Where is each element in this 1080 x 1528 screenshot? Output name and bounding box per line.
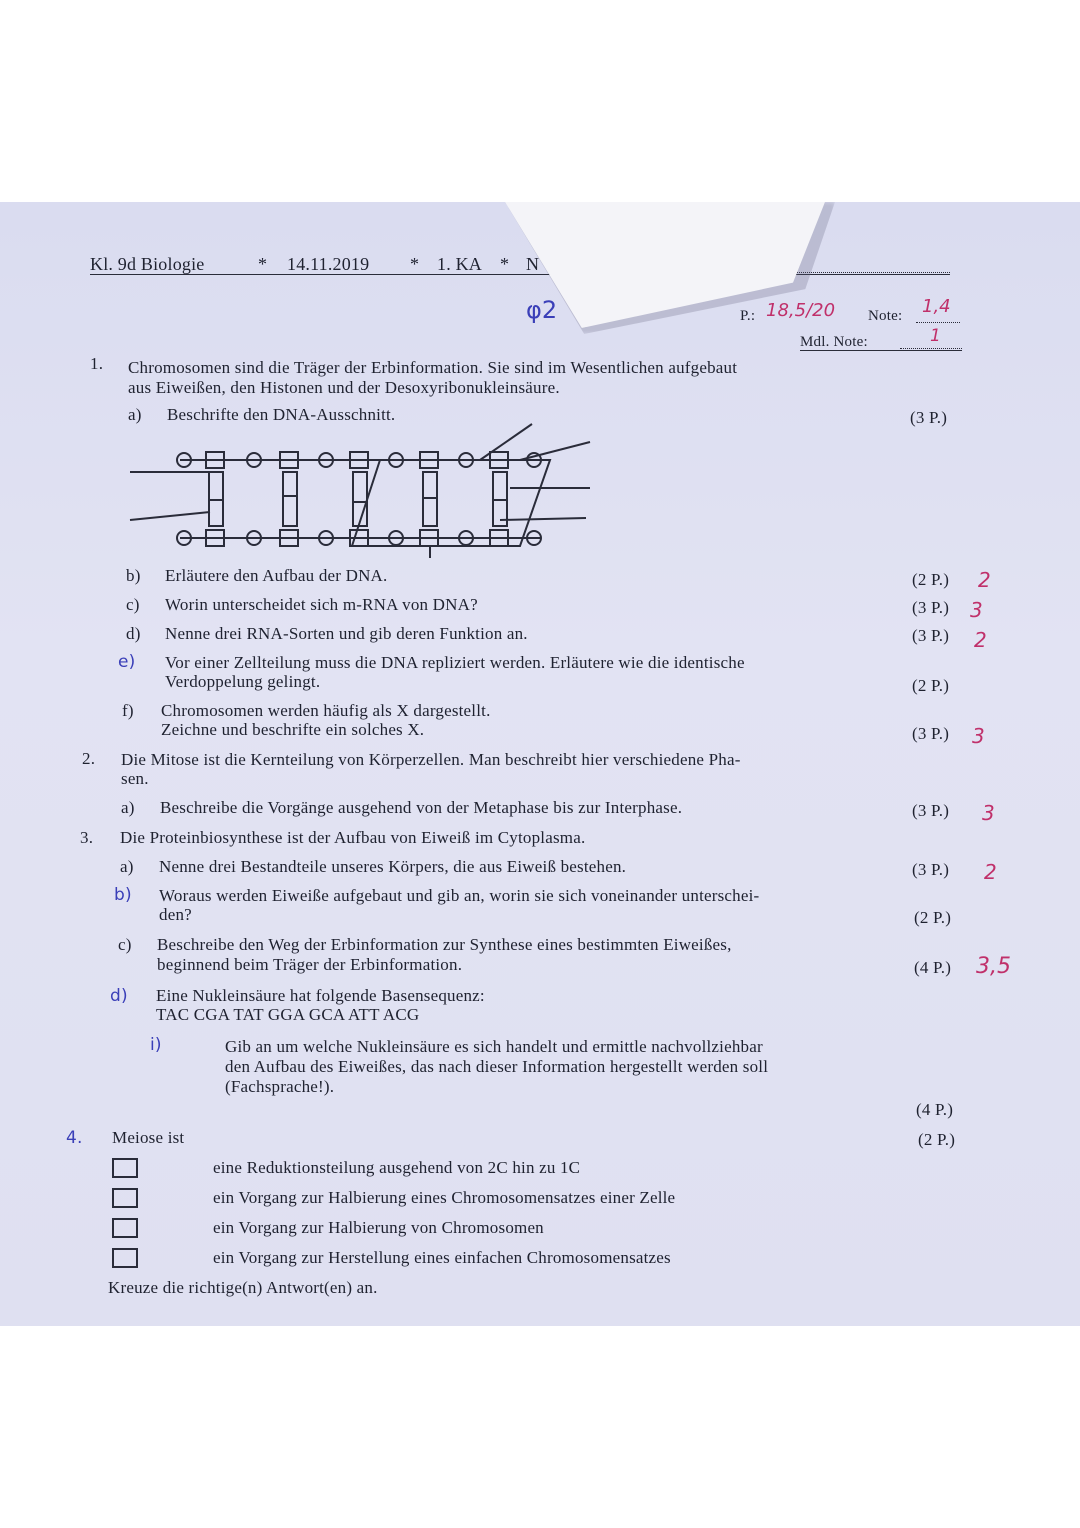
oral-dots bbox=[900, 346, 962, 349]
q4-option-2-checkbox[interactable] bbox=[112, 1188, 138, 1208]
header-sep-3: * bbox=[500, 254, 510, 274]
oral-underline bbox=[800, 350, 962, 351]
q3d-label: d) bbox=[110, 986, 128, 1006]
q3b-text-line2: den? bbox=[159, 905, 192, 924]
oral-label: Mdl. Note: bbox=[800, 334, 868, 350]
grade-dots bbox=[916, 318, 960, 323]
q1f-points: (3 P.) bbox=[912, 724, 950, 743]
q4-option-1-text: eine Reduktionsteilung ausgehend von 2C hin zu 1C bbox=[213, 1158, 581, 1177]
q1d-points: (3 P.) bbox=[912, 626, 950, 645]
q1b-score: 2 bbox=[978, 568, 991, 592]
q4-option-3-text: ein Vorgang zur Halbierung von Chromosomen bbox=[213, 1218, 544, 1237]
q4-option-4-checkbox[interactable] bbox=[112, 1248, 138, 1268]
q3d-sub-line3: (Fachsprache!). bbox=[225, 1077, 335, 1096]
points-value: 18,5/20 bbox=[766, 300, 836, 321]
q3a-points: (3 P.) bbox=[912, 860, 950, 879]
header-underline bbox=[90, 274, 950, 275]
q3c-text-line2: beginnend beim Träger der Erbinformation. bbox=[157, 955, 463, 974]
q4-option-4-text: ein Vorgang zur Herstellung eines einfachen Chromosomensatzes bbox=[213, 1248, 671, 1267]
q2-number: 2. bbox=[82, 749, 96, 768]
q4-option-1-checkbox[interactable] bbox=[112, 1158, 138, 1178]
header-exam: 1. KA bbox=[437, 254, 482, 274]
q3d-sub-line1: Gib an um welche Nukleinsäure es sich handelt und ermittle nachvollziehbar bbox=[225, 1037, 763, 1056]
q3d-text: Eine Nukleinsäure hat folgende Basensequenz: bbox=[156, 986, 485, 1005]
q2a-score: 3 bbox=[982, 801, 995, 825]
oral-value: 1 bbox=[930, 326, 941, 346]
q1b-text: Erläutere den Aufbau der DNA. bbox=[165, 566, 388, 585]
header-sep-1: * bbox=[258, 254, 268, 274]
q3d-points: (4 P.) bbox=[916, 1100, 954, 1119]
q3a-label: a) bbox=[120, 857, 134, 876]
header-name-label: N bbox=[526, 254, 540, 274]
q3d-sequence: TAC CGA TAT GGA GCA ATT ACG bbox=[156, 1005, 420, 1024]
q3b-points: (2 P.) bbox=[914, 908, 952, 927]
q3a-score: 2 bbox=[984, 860, 997, 884]
q4-option-2-text: ein Vorgang zur Halbierung eines Chromosomensatzes einer Zelle bbox=[213, 1188, 676, 1207]
q4-instruction: Kreuze die richtige(n) Antwort(en) an. bbox=[108, 1278, 378, 1297]
q1f-text-line2: Zeichne und beschrifte ein solches X. bbox=[161, 720, 425, 739]
q2a-label: a) bbox=[121, 798, 135, 817]
header-date: 14.11.2019 bbox=[287, 254, 370, 274]
q2a-text: Beschreibe die Vorgänge ausgehend von der Metaphase bis zur Interphase. bbox=[160, 798, 683, 817]
hand-mark: φ2 bbox=[526, 296, 558, 324]
q1f-text-line1: Chromosomen werden häufig als X dargestellt. bbox=[161, 701, 491, 720]
q1e-text-line1: Vor einer Zellteilung muss die DNA repliziert werden. Erläutere wie die identische bbox=[165, 653, 745, 672]
q1c-points: (3 P.) bbox=[912, 598, 950, 617]
dna-diagram bbox=[120, 420, 600, 560]
q1d-text: Nenne drei RNA-Sorten und gib deren Funktion an. bbox=[165, 624, 528, 643]
q1c-score: 3 bbox=[970, 598, 983, 622]
q1-intro-line1: Chromosomen sind die Träger der Erbinformation. Sie sind im Wesentlichen aufgebaut bbox=[128, 358, 738, 377]
q3a-text: Nenne drei Bestandteile unseres Körpers, die aus Eiweiß bestehen. bbox=[159, 857, 627, 876]
q4-number: 4. bbox=[66, 1128, 83, 1148]
grade-value: 1,4 bbox=[922, 296, 951, 317]
points-label: P.: bbox=[740, 308, 756, 324]
q1a-label: a) bbox=[128, 405, 142, 424]
q3-number: 3. bbox=[80, 828, 94, 847]
q4-option-3-checkbox[interactable] bbox=[112, 1218, 138, 1238]
header-class: Kl. 9d Biologie bbox=[90, 254, 205, 274]
q1d-label: d) bbox=[126, 624, 141, 643]
q1d-score: 2 bbox=[974, 628, 987, 652]
q1-number: 1. bbox=[90, 354, 104, 373]
q3c-label: c) bbox=[118, 935, 132, 954]
grade-label: Note: bbox=[868, 308, 903, 324]
q3b-text-line1: Woraus werden Eiweiße aufgebaut und gib an, worin sie sich voneinander unterschei- bbox=[159, 886, 760, 905]
q1e-points: (2 P.) bbox=[912, 676, 950, 695]
q1b-label: b) bbox=[126, 566, 141, 585]
q1b-points: (2 P.) bbox=[912, 570, 950, 589]
q2a-points: (3 P.) bbox=[912, 801, 950, 820]
q1a-text: Beschrifte den DNA-Ausschnitt. bbox=[167, 405, 396, 424]
q3c-score: 3,5 bbox=[976, 954, 1011, 979]
q4-intro: Meiose ist bbox=[112, 1128, 185, 1147]
q1c-text: Worin unterscheidet sich m-RNA von DNA? bbox=[165, 595, 478, 614]
q1a-points: (3 P.) bbox=[910, 408, 948, 427]
q2-intro-line2: sen. bbox=[121, 769, 149, 788]
q3b-label: b) bbox=[114, 885, 132, 905]
q3c-points: (4 P.) bbox=[914, 958, 952, 977]
q3c-text-line1: Beschreibe den Weg der Erbinformation zur Synthese eines bestimmten Eiweißes, bbox=[157, 935, 732, 954]
q1f-score: 3 bbox=[972, 724, 985, 748]
q3d-sub-line2: den Aufbau des Eiweißes, das nach dieser Information hergestellt werden soll bbox=[225, 1057, 769, 1076]
q1c-label: c) bbox=[126, 595, 140, 614]
q1e-label: e) bbox=[118, 652, 136, 672]
q1e-text-line2: Verdoppelung gelingt. bbox=[165, 672, 321, 691]
q4-points: (2 P.) bbox=[918, 1130, 956, 1149]
q1-intro-line2: aus Eiweißen, den Histonen und der Desoxyribonukleinsäure. bbox=[128, 378, 560, 397]
header-sep-2: * bbox=[410, 254, 420, 274]
q3d-sub-label: i) bbox=[150, 1035, 162, 1055]
q3-intro: Die Proteinbiosynthese ist der Aufbau von Eiweiß im Cytoplasma. bbox=[120, 828, 586, 847]
q2-intro-line1: Die Mitose ist die Kernteilung von Körperzellen. Man beschreibt hier verschiedene Pha- bbox=[121, 750, 741, 769]
q1f-label: f) bbox=[122, 701, 134, 720]
exam-sheet bbox=[0, 202, 1080, 1326]
